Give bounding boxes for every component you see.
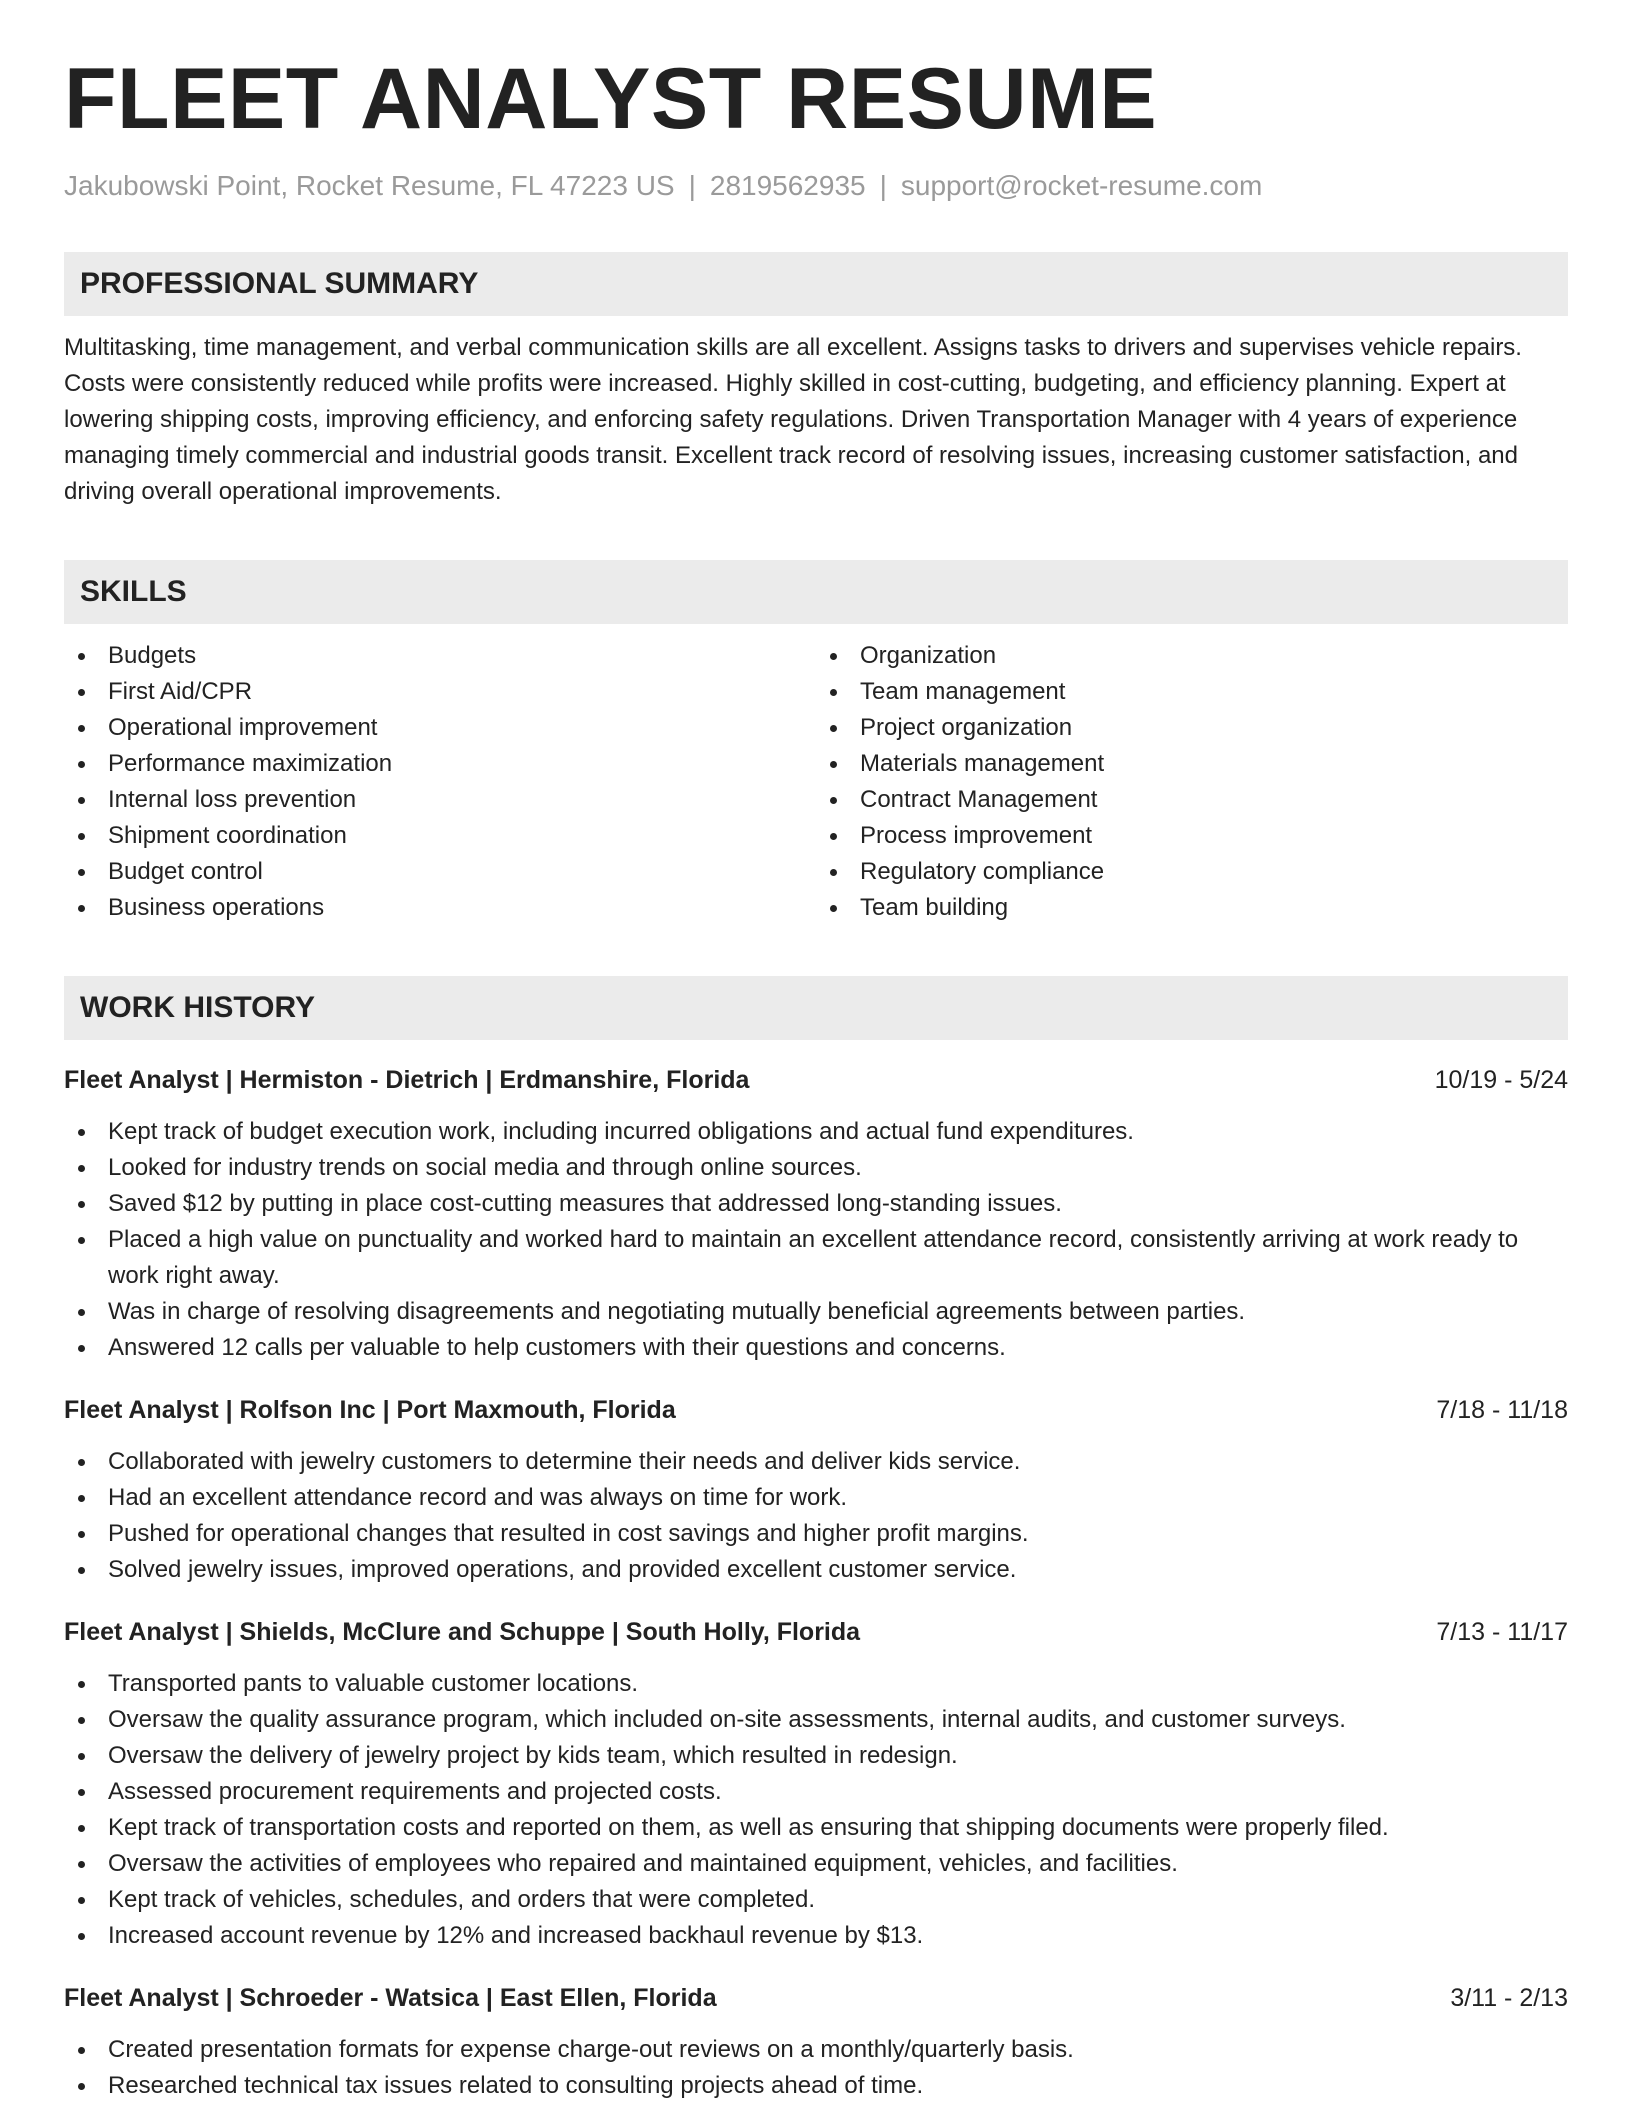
summary-text: Multitasking, time management, and verbal communication skills are all excellent. Assigns tasks to drivers and supervises vehicle repairs. Costs were consistently reduced while profits were increased. Highly skilled in cost-cutting, budgeting, and efficiency planning. Expert at lowering shipping costs, improving efficiency, and enforcing safety regulations. Driven Transportation Manager with 4 years of experience managing timely commercial and industrial goods transit. Excellent track record of resolving issues, increasing customer satisfaction, and driving overall operational improvements. <box>64 334 1522 505</box>
job-bullet: Kept track of budget execution work, including incurred obligations and actual fund expenditures. <box>64 1114 1568 1150</box>
job-title: Fleet Analyst | Shields, McClure and Schuppe | South Holly, Florida <box>64 1618 861 1646</box>
job-bullets <box>64 1666 1568 1954</box>
job-bullet: Transported pants to valuable customer locations. <box>64 1666 1568 1702</box>
skill-item: Operational improvement <box>64 710 816 746</box>
job-dates: 7/18 - 11/18 <box>1436 1396 1568 1424</box>
job-header <box>64 1062 1568 1098</box>
job-bullet: Pushed for operational changes that resulted in cost savings and higher profit margins. <box>64 1516 1568 1552</box>
job-bullets <box>64 1444 1568 1588</box>
skill-item: Regulatory compliance <box>816 854 1568 890</box>
skill-item: Team building <box>816 890 1568 926</box>
job-bullet: Looked for industry trends on social media and through online sources. <box>64 1150 1568 1186</box>
job-title: Fleet Analyst | Schroeder - Watsica | East Ellen, Florida <box>64 1984 717 2012</box>
skills-column-left <box>64 638 816 926</box>
job-bullet: Answered 12 calls per valuable to help customers with their questions and concerns. <box>64 1330 1568 1366</box>
skill-item: Budgets <box>64 638 816 674</box>
job-header <box>64 1614 1568 1650</box>
skill-item: Contract Management <box>816 782 1568 818</box>
job-bullet: Created presentation formats for expense charge-out reviews on a monthly/quarterly basis. <box>64 2032 1568 2068</box>
contact-separator: | <box>688 170 696 201</box>
job-bullet: Oversaw the quality assurance program, which included on-site assessments, internal audits, and customer surveys. <box>64 1702 1568 1738</box>
skill-item: Internal loss prevention <box>64 782 816 818</box>
job-bullet: Solved jewelry issues, improved operations, and provided excellent customer service. <box>64 1552 1568 1588</box>
job-bullet: Was in charge of resolving disagreements and negotiating mutually beneficial agreements between parties. <box>64 1294 1568 1330</box>
job-bullet: Kept track of vehicles, schedules, and orders that were completed. <box>64 1882 1568 1918</box>
job-entry <box>64 1392 1568 1588</box>
job-bullet: Increased account revenue by 12% and increased backhaul revenue by $13. <box>64 1918 1568 1954</box>
job-title: Fleet Analyst | Rolfson Inc | Port Maxmouth, Florida <box>64 1396 676 1424</box>
skill-item: Budget control <box>64 854 816 890</box>
job-title: Fleet Analyst | Hermiston - Dietrich | Erdmanshire, Florida <box>64 1066 750 1094</box>
contact-line <box>64 170 1568 202</box>
job-bullet: Researched technical tax issues related to consulting projects ahead of time. <box>64 2068 1568 2104</box>
job-dates: 7/13 - 11/17 <box>1436 1618 1568 1646</box>
job-bullet: Had an excellent attendance record and was always on time for work. <box>64 1480 1568 1516</box>
job-bullet: Oversaw the delivery of jewelry project by kids team, which resulted in redesign. <box>64 1738 1568 1774</box>
skills-column-right <box>816 638 1568 926</box>
skill-item: Materials management <box>816 746 1568 782</box>
job-entry <box>64 1614 1568 1954</box>
job-bullet: Placed a high value on punctuality and worked hard to maintain an excellent attendance record, consistently arriving at work ready to work right away. <box>64 1222 1568 1294</box>
job-bullet: Assessed procurement requirements and projected costs. <box>64 1774 1568 1810</box>
job-header <box>64 1980 1568 2016</box>
contact-email: support@rocket-resume.com <box>900 170 1263 201</box>
job-bullets <box>64 2032 1568 2104</box>
resume-title: FLEET ANALYST RESUME <box>64 51 1158 147</box>
contact-phone: 2819562935 <box>709 170 866 201</box>
job-header <box>64 1392 1568 1428</box>
job-dates: 3/11 - 2/13 <box>1450 1984 1568 2012</box>
section-header-summary: PROFESSIONAL SUMMARY <box>64 252 1568 316</box>
skill-item: Process improvement <box>816 818 1568 854</box>
contact-separator: | <box>879 170 887 201</box>
section-header-skills: SKILLS <box>64 560 1568 624</box>
skill-item: First Aid/CPR <box>64 674 816 710</box>
skill-item: Team management <box>816 674 1568 710</box>
skill-item: Shipment coordination <box>64 818 816 854</box>
contact-address: Jakubowski Point, Rocket Resume, FL 47223 US <box>64 170 675 201</box>
skill-item: Project organization <box>816 710 1568 746</box>
job-bullet: Saved $12 by putting in place cost-cutting measures that addressed long-standing issues. <box>64 1186 1568 1222</box>
skills-list <box>64 638 1568 926</box>
job-entry <box>64 1980 1568 2104</box>
skill-item: Performance maximization <box>64 746 816 782</box>
skill-item: Business operations <box>64 890 816 926</box>
section-header-work-history: WORK HISTORY <box>64 976 1568 1040</box>
skill-item: Organization <box>816 638 1568 674</box>
job-bullets <box>64 1114 1568 1366</box>
job-bullet: Kept track of transportation costs and reported on them, as well as ensuring that shipping documents were properly filed. <box>64 1810 1568 1846</box>
job-entry <box>64 1062 1568 1366</box>
job-dates: 10/19 - 5/24 <box>1434 1066 1568 1094</box>
job-bullet: Oversaw the activities of employees who repaired and maintained equipment, vehicles, and facilities. <box>64 1846 1568 1882</box>
job-bullet: Collaborated with jewelry customers to determine their needs and deliver kids service. <box>64 1444 1568 1480</box>
